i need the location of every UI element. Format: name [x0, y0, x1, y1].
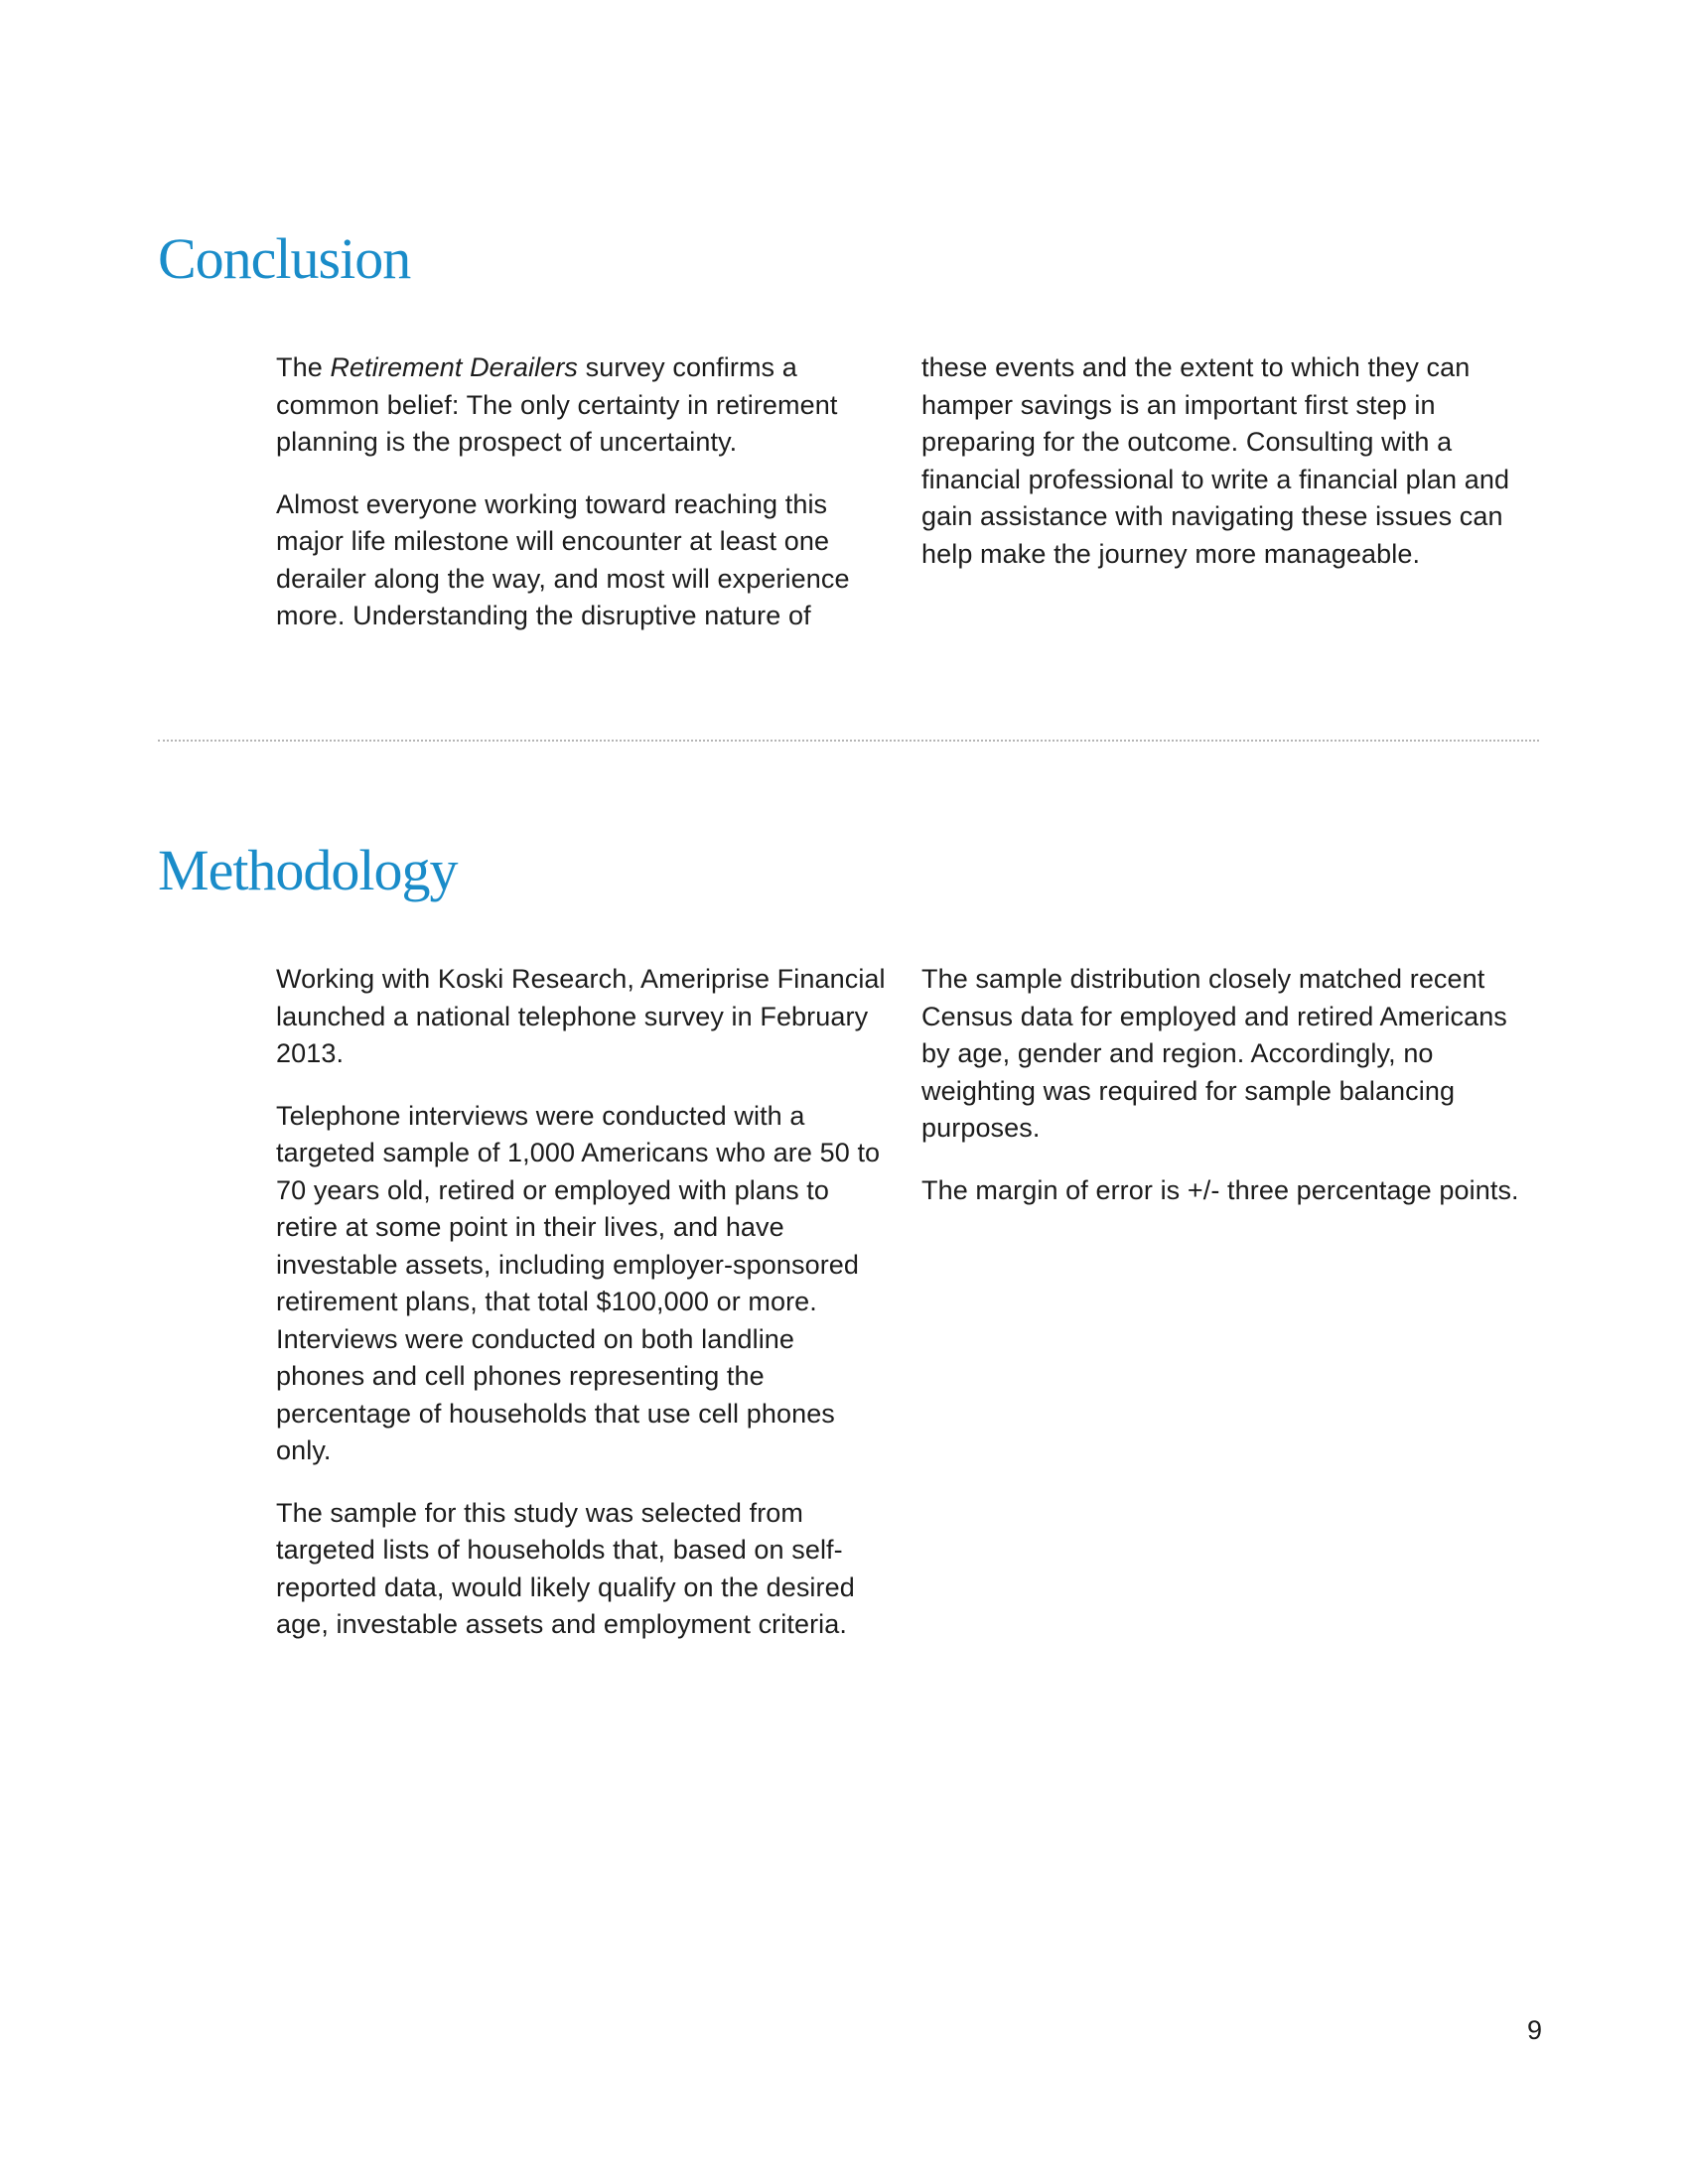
- survey-title: Retirement Derailers: [330, 352, 579, 382]
- methodology-paragraph-5: The margin of error is +/- three percentage points.: [921, 1174, 1519, 1205]
- conclusion-paragraph-2: Almost everyone working toward reaching this major life milestone will encounter at least one derailer along the way, and most will experience more. Understanding the disruptive nature of: [276, 488, 850, 630]
- conclusion-paragraph-1-prefix: The: [276, 352, 331, 382]
- methodology-paragraph-4: The sample distribution closely matched recent Census data for employed and retired Americans by age, gender and region. Accordingly, no weighting was required for sample balancing purposes.: [921, 964, 1507, 1143]
- conclusion-heading: Conclusion: [158, 226, 411, 291]
- conclusion-paragraph-3: these events and the extent to which they can hamper savings is an important first step in preparing for the outcome. Consulting with a financial professional to write a financial plan and gain assistance with navigating these issues can help make the journey more manageable.: [921, 352, 1510, 569]
- conclusion-column-left: [276, 349, 890, 660]
- methodology-paragraph-1: Working with Koski Research, Ameriprise Financial launched a national telephone survey in February 2013.: [276, 964, 886, 1068]
- methodology-heading: Methodology: [158, 838, 458, 902]
- conclusion-paragraph-1-rest: survey confirms a common belief: The only certainty in retirement planning is the prospect of uncertainty.: [276, 352, 838, 457]
- methodology-column-right: [921, 961, 1535, 1234]
- methodology-column-left: [276, 961, 890, 1669]
- methodology-paragraph-3: The sample for this study was selected from targeted lists of households that, based on self-reported data, would likely qualify on the desired age, investable assets and employment criteria.: [276, 1497, 855, 1639]
- section-divider: [158, 740, 1539, 742]
- conclusion-paragraph-1: [276, 349, 890, 462]
- methodology-paragraph-2: Telephone interviews were conducted with a targeted sample of 1,000 Americans who are 50 to 70 years old, retired or employed with plans to retire at some point in their lives, and have investable assets, including employer-sponsored retirement plans, that total $100,000 or more. Interviews were conducted on both landline phones and cell phones representing the percentage of households that use cell phones only.: [276, 1100, 881, 1465]
- conclusion-column-right: [921, 349, 1535, 598]
- page-number: 9: [1527, 2015, 1543, 2045]
